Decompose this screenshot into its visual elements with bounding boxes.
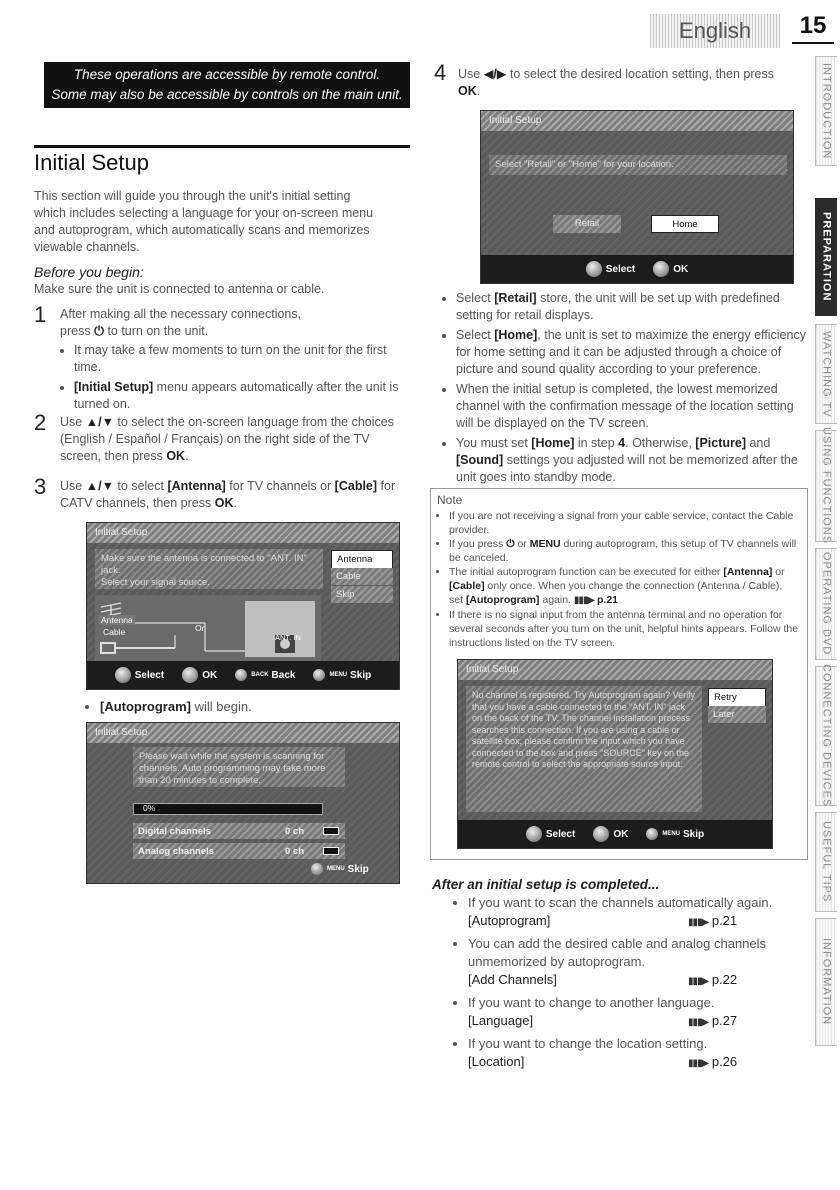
back-button-icon — [235, 669, 247, 681]
menu-button-icon — [311, 863, 323, 875]
tv-screen-autoprogram — [86, 722, 400, 884]
power-icon: ⏻ — [506, 538, 515, 550]
option-later[interactable]: Later — [708, 706, 766, 723]
screen-title: Initial Setup — [458, 660, 772, 680]
scan-message: Please wait while the system is scanning for channels. Auto programming may take more than 20 minutes to complete. — [133, 747, 345, 787]
note-box: Note • If you are not receiving a signal from your cable service, contact the Cable provider. • If you press ⏻ or MENU during autoprogram, this setup of TV channels will be canceled. • The initial autoprogram function can be executed for either [Antenna] or [Cable] only once. When you change the connection (Antenna / Cable), set [Autoprogram] again. ▮▮▮▶ p.21 • If there is no signal input from the antenna terminal and no operation for several seconds after you turn on the unit, helpful hints appears. Follow the instructions listed on the TV screen. Initial Setup No channel is registered. Try Autoprogram again? Verify that you have a cable connected to the "ANT. IN" jack on the back of the TV. The channel installation process searches this connection. If you are using a cable or satellite box, please confirm the input which you have connected to the box and press "SOURCE" key on the remote control to select the appropriate source input. Retry Later Select OK MENU Skip — [430, 488, 808, 860]
side-tab-operating-dvd[interactable]: OPERATING DVD — [815, 548, 837, 660]
page-ref-link[interactable]: p.26 — [711, 1054, 738, 1069]
section-rule — [34, 145, 410, 148]
menu-button-icon — [646, 828, 658, 840]
dpad-icon — [526, 826, 542, 842]
before-text: Make sure the unit is connected to antenna or cable. — [34, 282, 325, 296]
up-down-arrows: ▲/▼ — [85, 415, 114, 429]
language-tab — [650, 14, 780, 48]
step-2-number: 2 — [34, 410, 47, 435]
option-antenna[interactable]: Antenna — [331, 550, 393, 569]
before-heading: Before you begin: — [34, 264, 144, 280]
digital-level-box — [323, 827, 339, 835]
page-ref-arrow-icon: ▮▮▮▶ — [688, 1017, 709, 1028]
menu-button-icon — [313, 669, 325, 681]
page-ref-arrow-icon: ▮▮▮▶ — [688, 917, 709, 928]
screen-control-bar: Select OK — [481, 255, 793, 283]
digital-channels-row: Digital channels 0 ch — [133, 823, 345, 839]
ok-button-icon — [593, 826, 609, 842]
before-you-begin — [34, 264, 404, 298]
step-4-number: 4 — [434, 60, 447, 85]
note-title: Note — [437, 493, 463, 507]
step-3-number: 3 — [34, 474, 47, 499]
screen-title: Initial Setup — [481, 111, 793, 131]
location-message: Select "Retail" or "Home" for your location. — [489, 155, 787, 175]
page-ref-link[interactable]: p.21 — [711, 913, 738, 928]
after-item: • If you want to scan the channels automatically again. [Autoprogram] ▮▮▮▶ p.21 — [468, 894, 808, 932]
page-number: 15 — [792, 10, 834, 44]
page-ref-arrow-icon: ▮▮▮▶ — [573, 595, 595, 606]
intro-paragraph: This section will guide you through the unit's initial setting which includes selecting a language for your on-screen menu and autoprogram, which automatically scans and memorizes viewable channels. — [34, 189, 374, 254]
screen-message: Make sure the antenna is connected to "ANT. IN" jack. Select your signal source. — [95, 549, 323, 589]
option-home[interactable]: Home — [651, 215, 719, 233]
side-tab-useful-tips[interactable]: USEFUL TIPS — [815, 812, 837, 912]
connection-diagram — [95, 595, 321, 661]
page-ref-link[interactable]: p.22 — [711, 972, 738, 987]
side-tab-information[interactable]: INFORMATION — [815, 918, 837, 1046]
step-1: After making all the necessary connections, press ⏻ to turn on the unit. • It may take a few moments to turn on the unit for the first time. • [Initial Setup] menu appears automatically after the unit is turned on. — [60, 306, 405, 416]
or-label: Or — [195, 623, 205, 633]
dpad-icon — [586, 261, 602, 277]
language-label: English — [678, 18, 752, 43]
side-tab-preparation[interactable]: PREPARATION — [815, 198, 837, 316]
after-setup-section — [432, 876, 808, 1076]
scan-progress-bar — [133, 803, 323, 815]
option-retail[interactable]: Retail — [553, 215, 621, 233]
antenna-label: Antenna — [101, 615, 133, 625]
analog-channels-row: Analog channels 0 ch — [133, 843, 345, 859]
tv-screen-location — [480, 110, 794, 284]
after-item: • You can add the desired cable and analog channels unmemorized by autoprogram. [Add Channels] ▮▮▮▶ p.22 — [468, 935, 808, 991]
screen-control-bar: Select OK MENU Skip — [458, 820, 772, 848]
ant-in-label: ANT. IN — [275, 633, 301, 642]
page-ref-link[interactable]: p.27 — [711, 1013, 738, 1028]
step-1-number: 1 — [34, 302, 47, 327]
remote-control-banner: These operations are accessible by remote control. Some may also be accessible by controls on the main unit. — [44, 62, 410, 108]
side-tab-connecting-devices[interactable]: CONNECTING DEVICES — [815, 666, 837, 806]
screen-title: Initial Setup — [87, 723, 399, 743]
skip-hint[interactable]: MENU Skip — [311, 863, 369, 875]
side-tab-watching-tv[interactable]: WATCHING TV — [815, 324, 837, 424]
option-skip[interactable]: Skip — [331, 586, 393, 603]
side-tab-introduction[interactable]: INTRODUCTION — [815, 56, 837, 166]
after-item: • If you want to change the location setting. [Location] ▮▮▮▶ p.26 — [468, 1035, 808, 1073]
power-icon: ⏻ — [94, 324, 104, 338]
page-ref-arrow-icon: ▮▮▮▶ — [688, 976, 709, 987]
tv-screen-no-channel — [457, 659, 773, 849]
scan-progress-label: 0% — [143, 803, 156, 813]
tv-screen-signal-source — [86, 522, 400, 690]
no-channel-message: No channel is registered. Try Autoprogram again? Verify that you have a cable connected to the "ANT. IN" jack on the back of the TV. The channel installation process searches this connection. If you are using a cable or satellite box, please confirm the input which you have connected to the box and press "SOURCE" key on the remote control to select the appropriate source input. — [466, 686, 702, 812]
option-cable[interactable]: Cable — [331, 568, 393, 585]
option-retry[interactable]: Retry — [708, 688, 766, 707]
step-3: Use ▲/▼ to select [Antenna] for TV channels or [Cable] for CATV channels, then press OK. — [60, 479, 396, 510]
ok-button-icon — [653, 261, 669, 277]
after-heading: After an initial setup is completed... — [432, 877, 660, 892]
after-item: • If you want to change to another language. [Language] ▮▮▮▶ p.27 — [468, 994, 808, 1032]
step-4: Use ◀/▶ to select the desired location setting, then press OK. — [458, 67, 774, 98]
screen-title: Initial Setup — [87, 523, 399, 543]
dpad-icon — [115, 667, 131, 683]
page-ref-arrow-icon: ▮▮▮▶ — [688, 1058, 709, 1069]
cable-label: Cable — [103, 627, 126, 637]
autoprogram-begin: • [Autoprogram] will begin. — [86, 698, 406, 718]
page-ref-link[interactable]: p.21 — [597, 594, 619, 606]
analog-level-box — [323, 847, 339, 855]
screen-control-bar: Select OK BACK Back MENU Skip — [87, 661, 399, 689]
ok-button-icon — [182, 667, 198, 683]
location-bullets: • Select [Retail] store, the unit will be set up with predefined setting for retail displays. • Select [Home], the unit is set to maximize the energy efficiency for home setting and it can be adjusted through a choice of picture and sound quality according to your preference. • When the initial setup is completed, the lowest memorized channel with the confirmation message of the location setting will be displayed on the TV screen. • You must set [Home] in step 4. Otherwise, [Picture] and [Sound] settings you adjusted will not be memorized after the unit goes into standby mode. — [442, 290, 806, 489]
section-title: Initial Setup — [34, 150, 149, 175]
side-tab-using-functions[interactable]: USING FUNCTIONS — [815, 430, 837, 542]
step-2: Use ▲/▼ to select the on-screen language from the choices (English / Español / Français) on the right side of the TV screen, then press OK. — [60, 415, 394, 463]
